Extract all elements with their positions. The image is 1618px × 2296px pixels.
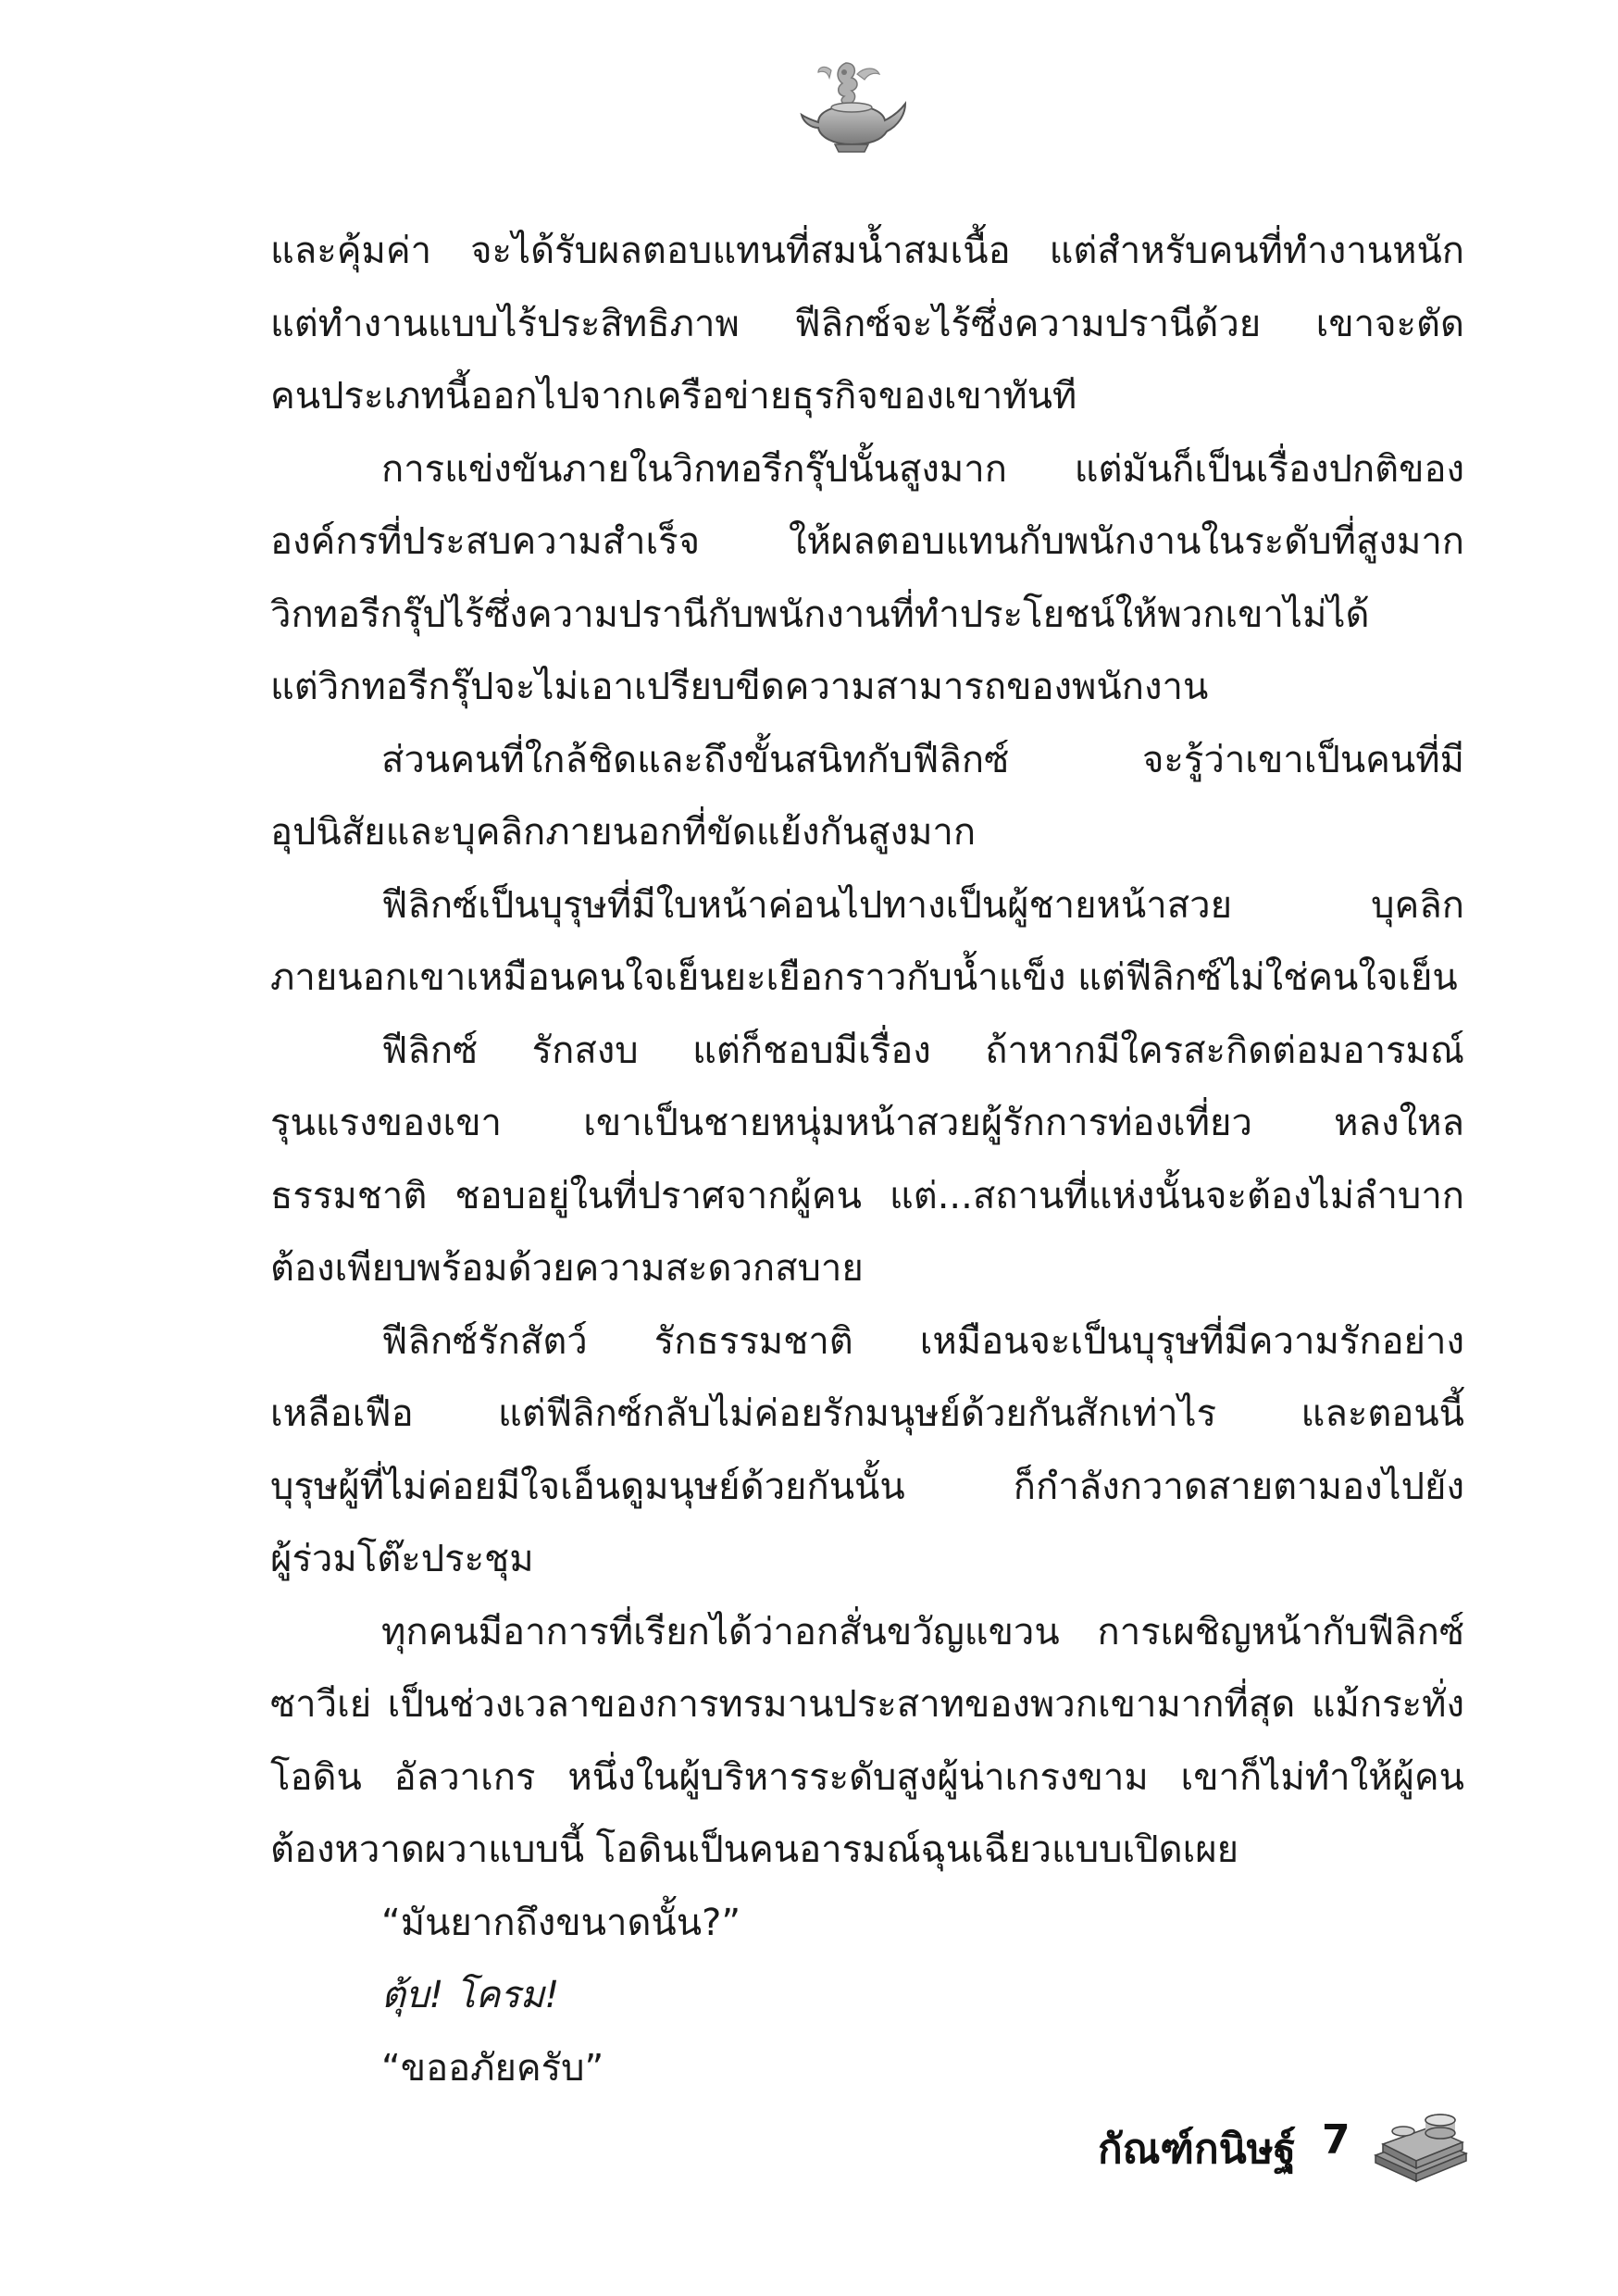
money-stack-icon [1370,2100,1472,2185]
text-line: รุนแรงของเขา เขาเป็นชายหนุ่มหน้าสวยผู้รักการท่องเที่ยว หลงใหล [270,1102,1464,1144]
paragraph [270,433,1464,724]
text-line: เหลือเฟือ แต่ฟีลิกซ์กลับไม่ค่อยรักมนุษย์ด้วยกันสักเท่าไร และตอนนี้ [270,1392,1464,1435]
text-line: คนประเภทนี้ออกไปจากเครือข่ายธุรกิจของเขาทันที [270,375,1077,418]
paragraph [270,869,1464,1015]
text-line: ซาวีเย่ เป็นช่วงเวลาของการทรมานประสาทของพวกเขามากที่สุด แม้กระทั่ง [270,1683,1464,1726]
body-text [270,215,1464,2104]
text-line: ภายนอกเขาเหมือนคนใจเย็นยะเยือกราวกับน้ำแข็ง แต่ฟีลิกซ์ไม่ใช่คนใจเย็น [270,956,1458,999]
text-line: อุปนิสัยและบุคลิกภายนอกที่ขัดแย้งกันสูงมาก [270,811,977,854]
dialogue-line [270,1887,1464,1960]
text-line: ตุ้บ! โครม! [381,1974,560,2016]
text-line: แต่วิกทอรีกรุ๊ปจะไม่เอาเปรียบขีดความสามารถของพนักงาน [270,666,1209,708]
text-line: ส่วนคนที่ใกล้ชิดและถึงขั้นสนิทกับฟีลิกซ์ จะรู้ว่าเขาเป็นคนที่มี [381,738,1464,781]
paragraph [270,724,1464,869]
text-line: แต่ทำงานแบบไร้ประสิทธิภาพ ฟีลิกซ์จะไร้ซึ่งความปรานีด้วย เขาจะตัด [270,302,1464,345]
text-line: ผู้ร่วมโต๊ะประชุม [270,1538,534,1580]
page-number: 7 [1322,2116,1350,2164]
text-line: ทุกคนมีอาการที่เรียกได้ว่าอกสั่นขวัญแขวน การเผชิญหน้ากับฟีลิกซ์ [381,1610,1464,1653]
genie-lamp-icon [790,46,911,167]
text-line: ฟีลิกซ์ รักสงบ แต่ก็ชอบมีเรื่อง ถ้าหากมีใครสะกิดต่อมอารมณ์ [381,1029,1464,1072]
paragraph [270,1305,1464,1596]
paragraph [270,215,1464,433]
paragraph [270,1596,1464,1887]
text-line: ต้องหวาดผวาแบบนี้ โอดินเป็นคนอารมณ์ฉุนเฉียวแบบเปิดเผย [270,1828,1239,1871]
text-line: และคุ้มค่า จะได้รับผลตอบแทนที่สมน้ำสมเนื้อ แต่สำหรับคนที่ทำงานหนัก [270,230,1464,272]
text-line: ธรรมชาติ ชอบอยู่ในที่ปราศจากผู้คน แต่...สถานที่แห่งนั้นจะต้องไม่ลำบาก [270,1174,1464,1217]
sound-effect-line [270,1959,1464,2032]
dialogue-line [270,2032,1464,2105]
book-title: กัณฑ์กนิษฐ์ [1098,2126,1296,2173]
text-line: องค์กรที่ประสบความสำเร็จ ให้ผลตอบแทนกับพนักงานในระดับที่สูงมาก [270,520,1464,563]
text-line: ต้องเพียบพร้อมด้วยความสะดวกสบาย [270,1247,864,1290]
text-line: ฟีลิกซ์รักสัตว์ รักธรรมชาติ เหมือนจะเป็นบุรุษที่มีความรักอย่าง [381,1319,1464,1363]
text-line: “ขออภัยครับ” [381,2046,604,2090]
text-line: ฟีลิกซ์เป็นบุรุษที่มีใบหน้าค่อนไปทางเป็นผู้ชายหน้าสวย บุคลิก [381,883,1464,927]
text-line: การแข่งขันภายในวิกทอรีกรุ๊ปนั้นสูงมาก แต่มันก็เป็นเรื่องปกติของ [381,447,1464,491]
paragraph [270,1015,1464,1305]
text-line: โอดิน อัลวาเกร หนึ่งในผู้บริหารระดับสูงผู้น่าเกรงขาม เขาก็ไม่ทำให้ผู้คน [270,1755,1464,1799]
page-footer [1064,2100,1481,2192]
text-line: “มันยากถึงขนาดนั้น?” [381,1901,741,1944]
text-line: วิกทอรีกรุ๊ปไร้ซึ่งความปรานีกับพนักงานที่ทำประโยชน์ให้พวกเขาไม่ได้ [270,593,1370,636]
text-line: บุรุษผู้ที่ไม่ค่อยมีใจเอ็นดูมนุษย์ด้วยกันนั้น ก็กำลังกวาดสายตามองไปยัง [270,1465,1464,1508]
